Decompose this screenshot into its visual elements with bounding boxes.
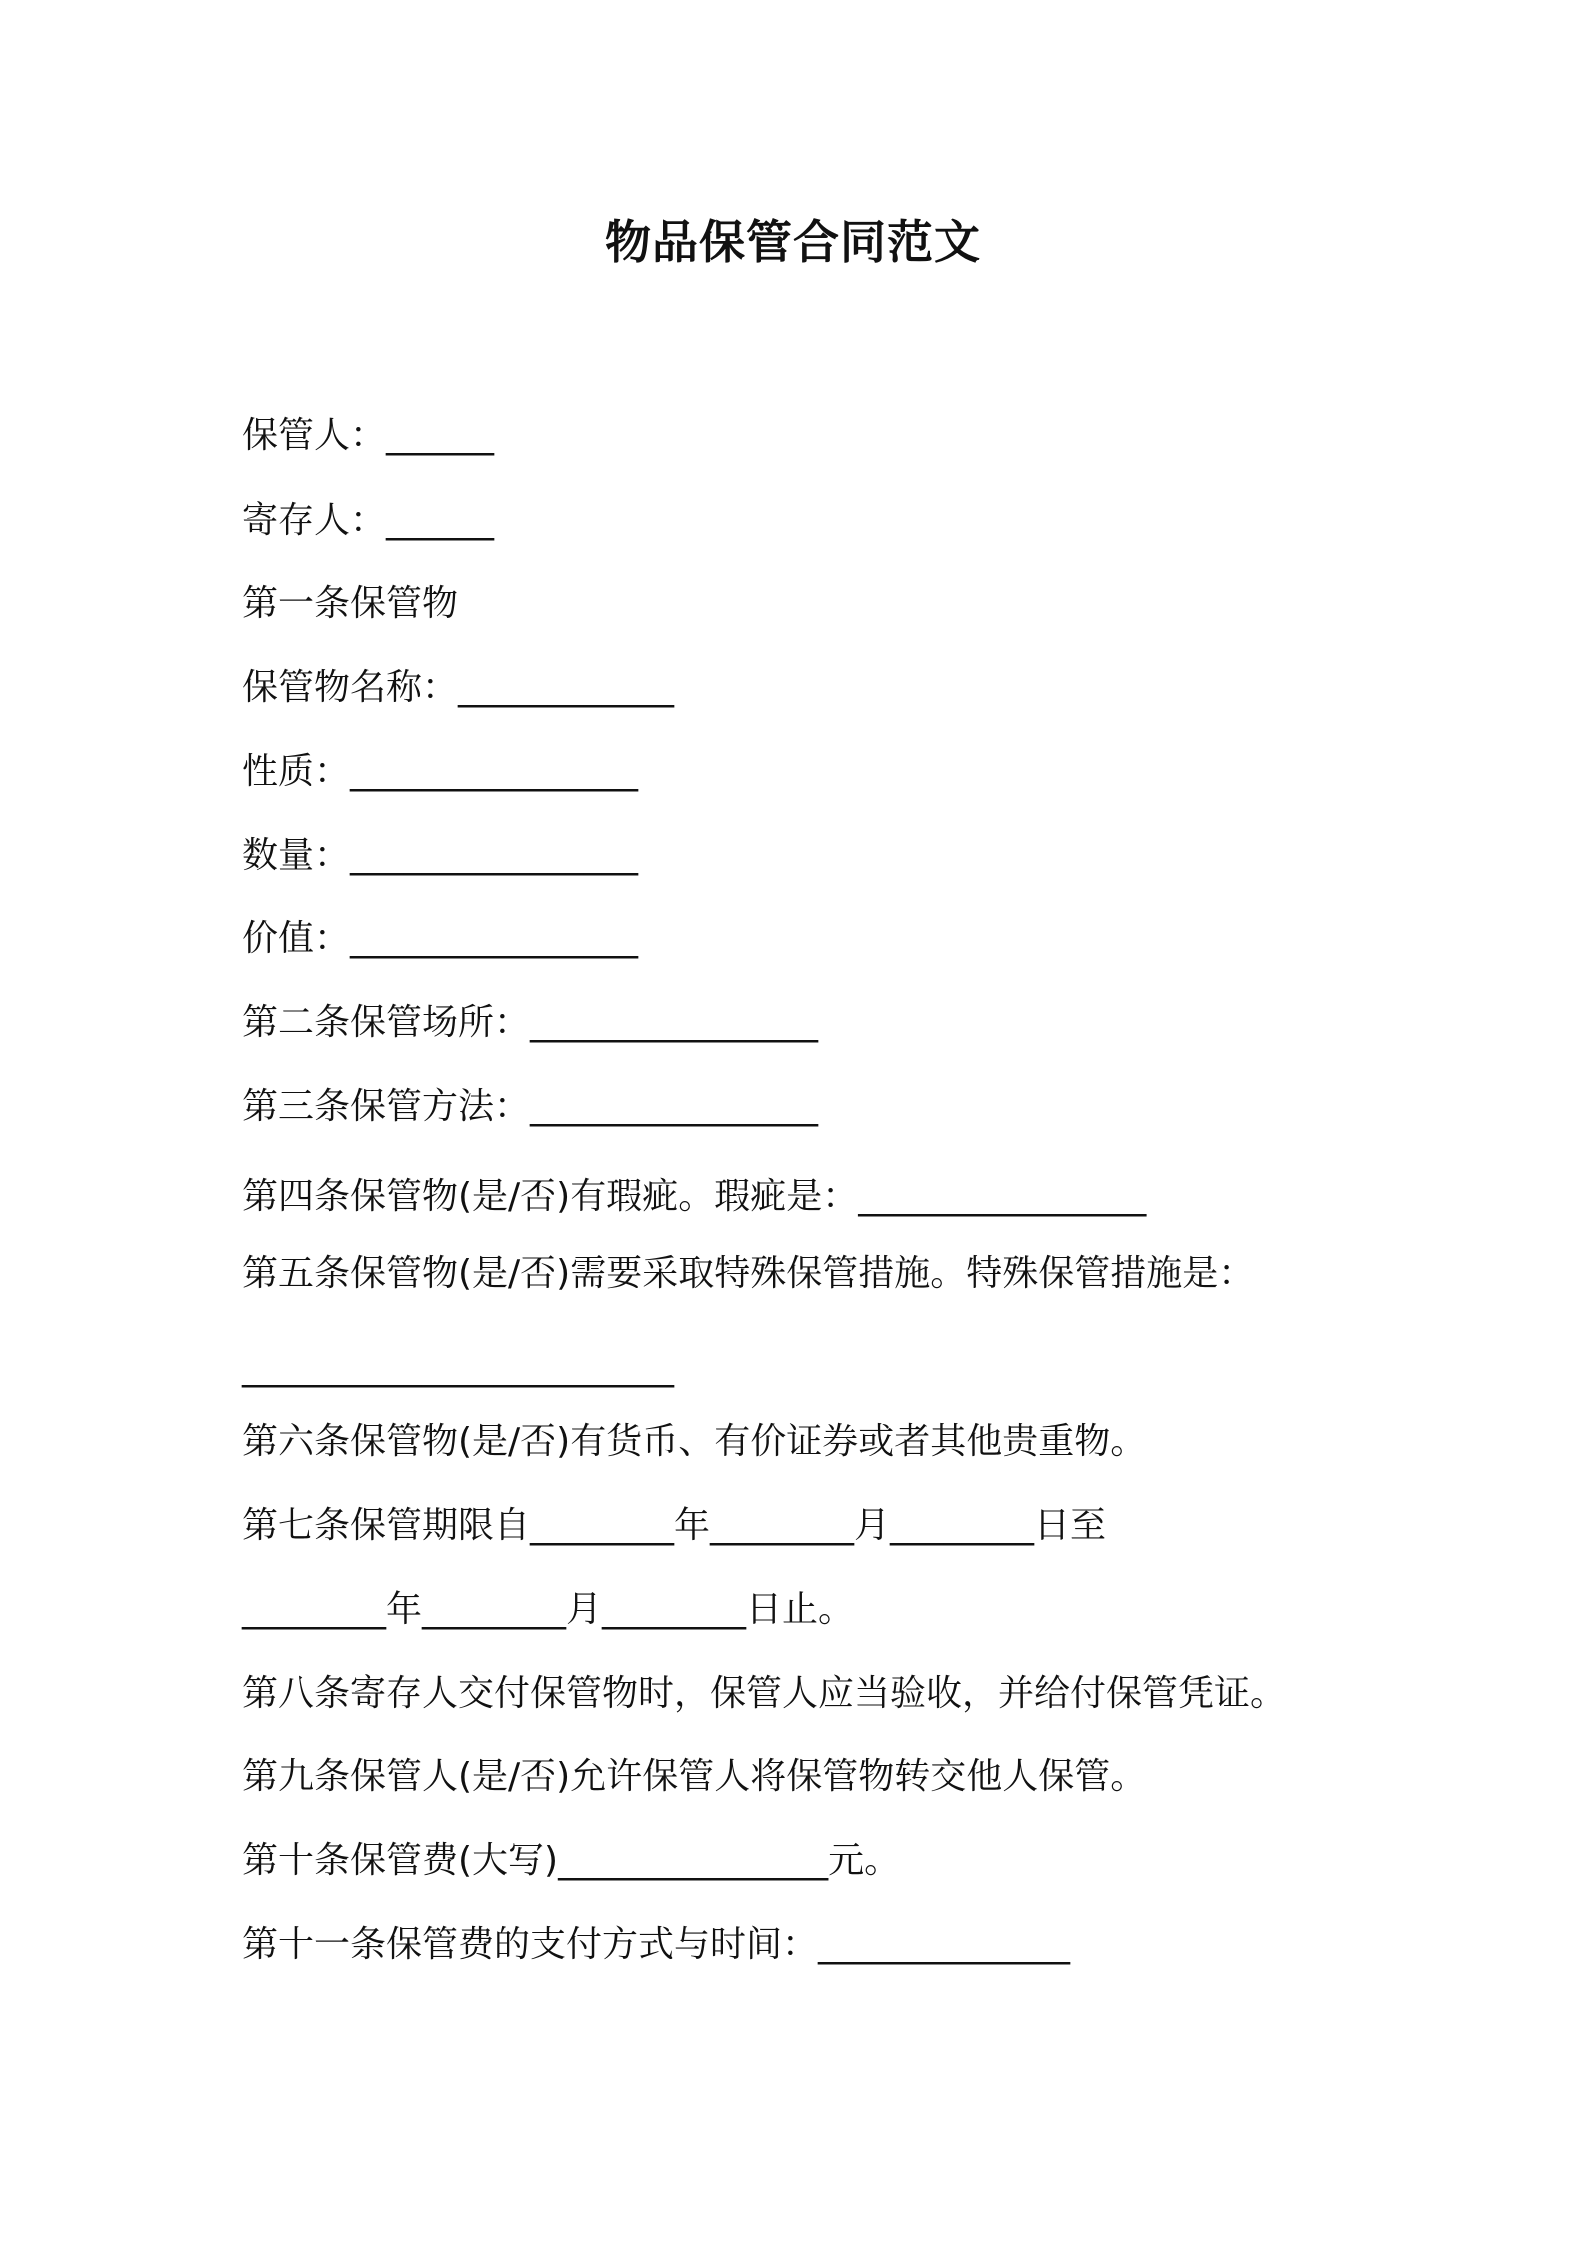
article-10-line: 第十条保管费(大写)_______________元。 (242, 1840, 901, 1881)
item-name-line: 保管物名称：____________ (242, 667, 675, 708)
article-4-line: 第四条保管物(是/否)有瑕疵。瑕疵是：________________ (242, 1176, 1147, 1217)
depositor-line: 寄存人：______ (242, 500, 495, 541)
item-nature-line: 性质：________________ (242, 751, 639, 792)
article-7-line: 第七条保管期限自________年________月________日至 (242, 1505, 1107, 1546)
article-8-line: 第八条寄存人交付保管物时，保管人应当验收，并给付保管凭证。 (242, 1673, 1287, 1714)
article-7-continuation: ________年________月________日止。 (242, 1589, 855, 1630)
article-11-line: 第十一条保管费的支付方式与时间：______________ (242, 1924, 1071, 1965)
document-title: 物品保管合同范文 (605, 215, 981, 269)
article-3-line: 第三条保管方法：________________ (242, 1086, 819, 1127)
item-value-line: 价值：________________ (242, 918, 639, 959)
article-9-line: 第九条保管人(是/否)允许保管人将保管物转交他人保管。 (242, 1756, 1147, 1797)
article-6-line: 第六条保管物(是/否)有货币、有价证券或者其他贵重物。 (242, 1421, 1147, 1462)
article-5-blank: ________________________ (242, 1347, 674, 1388)
item-quantity-line: 数量：________________ (242, 835, 639, 876)
article-5-line: 第五条保管物(是/否)需要采取特殊保管措施。特殊保管措施是： (242, 1253, 1255, 1294)
article-1-heading: 第一条保管物 (242, 583, 459, 624)
custodian-line: 保管人：______ (242, 415, 495, 456)
article-2-line: 第二条保管场所：________________ (242, 1002, 819, 1043)
